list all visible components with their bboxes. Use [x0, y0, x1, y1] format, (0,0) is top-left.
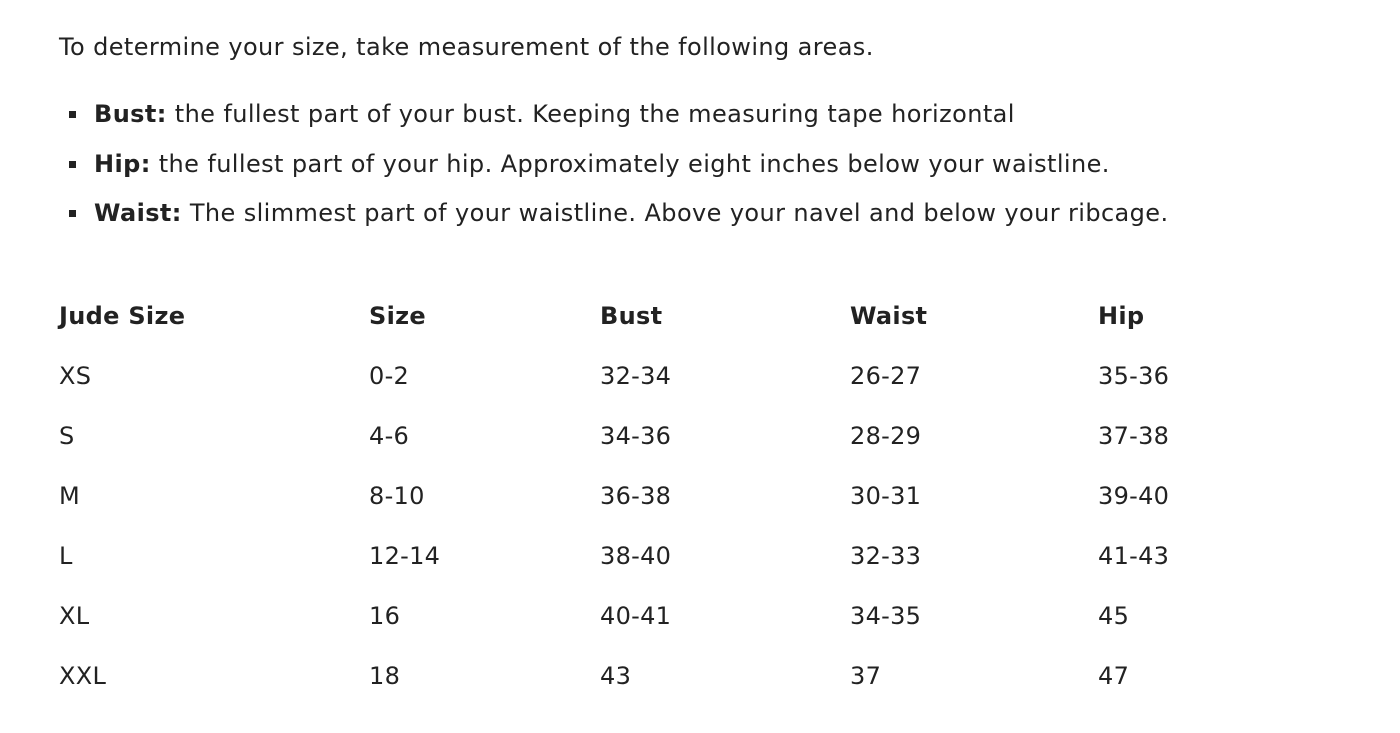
cell-size: 18	[369, 662, 401, 690]
column-header-bust: Bust	[600, 302, 663, 330]
intro-text: To determine your size, take measurement of the following areas.	[59, 33, 874, 61]
column-header-jude-size: Jude Size	[59, 302, 186, 330]
cell-waist: 32-33	[850, 542, 922, 570]
cell-size: 4-6	[369, 422, 410, 450]
measurement-term: Hip:	[94, 149, 151, 178]
cell-bust: 32-34	[600, 362, 672, 390]
square-bullet-icon	[69, 111, 76, 118]
square-bullet-icon	[69, 210, 76, 217]
table-header-row	[59, 286, 1298, 346]
list-item-hip	[59, 146, 1169, 196]
cell-jude-size: L	[59, 542, 73, 570]
cell-hip: 41-43	[1098, 542, 1170, 570]
table-row	[59, 646, 1298, 706]
measurement-term: Bust:	[94, 100, 167, 128]
column-header-hip: Hip	[1098, 302, 1145, 330]
cell-size: 12-14	[369, 542, 441, 570]
cell-jude-size: S	[59, 422, 75, 450]
measurement-term: Waist:	[94, 199, 182, 227]
table-row	[59, 346, 1298, 406]
cell-size: 8-10	[369, 482, 425, 510]
table-row	[59, 466, 1298, 526]
measurement-list	[59, 96, 1169, 245]
cell-bust: 38-40	[600, 542, 672, 570]
table-row	[59, 526, 1298, 586]
cell-hip: 39-40	[1098, 482, 1170, 510]
cell-hip: 45	[1098, 602, 1130, 630]
cell-bust: 43	[600, 662, 632, 690]
size-chart-table	[59, 286, 1298, 706]
cell-waist: 30-31	[850, 482, 922, 510]
cell-waist: 28-29	[850, 422, 922, 450]
cell-jude-size: XL	[59, 602, 90, 630]
measurement-description: the fullest part of your bust. Keeping the measuring tape horizontal	[166, 100, 1015, 128]
cell-size: 0-2	[369, 362, 410, 390]
column-header-waist: Waist	[850, 302, 928, 330]
cell-bust: 40-41	[600, 602, 672, 630]
table-row	[59, 586, 1298, 646]
cell-hip: 47	[1098, 662, 1130, 690]
cell-jude-size: XXL	[59, 662, 107, 690]
measurement-description: the fullest part of your hip. Approximately eight inches below your waistline.	[150, 149, 1110, 178]
table-row	[59, 406, 1298, 466]
cell-hip: 35-36	[1098, 362, 1170, 390]
cell-waist: 26-27	[850, 362, 922, 390]
measurement-description: The slimmest part of your waistline. Above your navel and below your ribcage.	[181, 199, 1169, 227]
cell-bust: 36-38	[600, 482, 672, 510]
cell-jude-size: XS	[59, 362, 92, 390]
cell-size: 16	[369, 602, 401, 630]
cell-jude-size: M	[59, 482, 81, 510]
list-item-bust	[59, 96, 1169, 146]
column-header-size: Size	[369, 302, 426, 330]
cell-waist: 37	[850, 662, 882, 690]
cell-hip: 37-38	[1098, 422, 1170, 450]
square-bullet-icon	[69, 161, 76, 168]
cell-bust: 34-36	[600, 422, 672, 450]
list-item-waist	[59, 195, 1169, 245]
cell-waist: 34-35	[850, 602, 922, 630]
